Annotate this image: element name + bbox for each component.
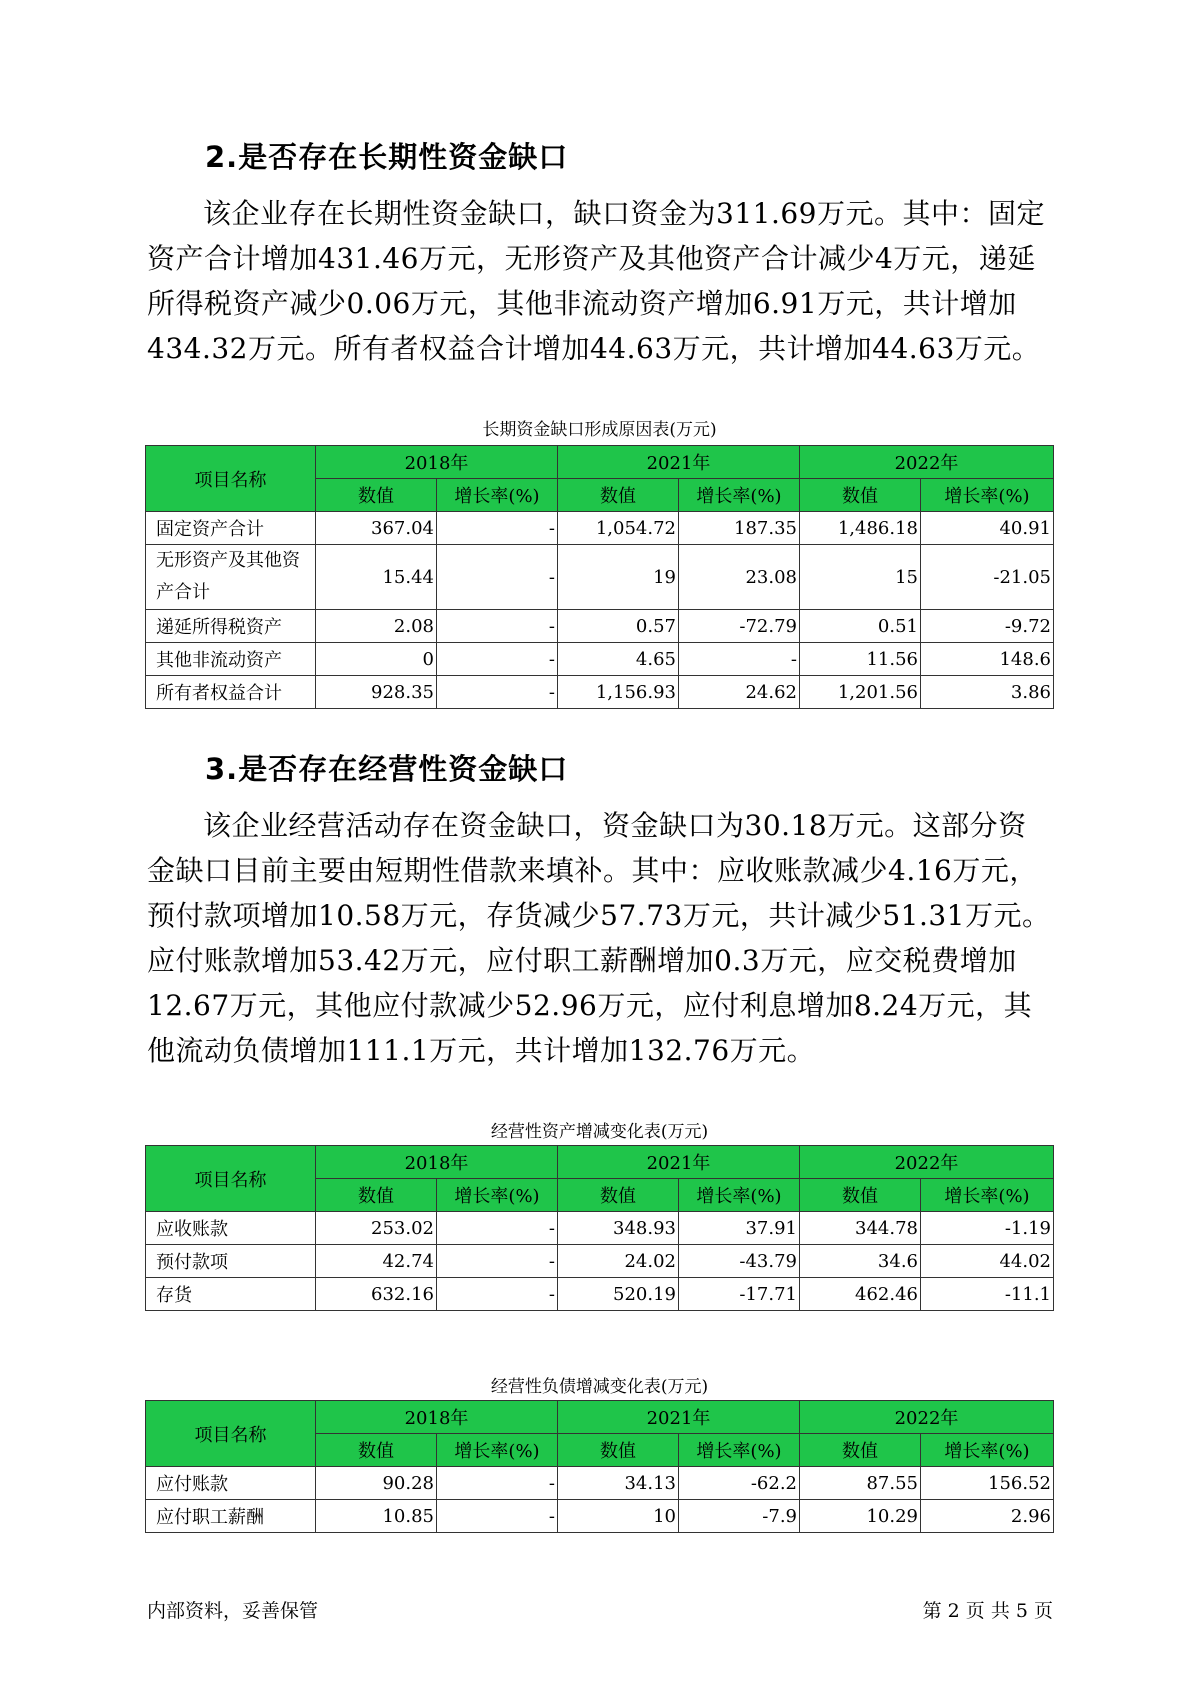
cell-value: 367.04 <box>316 512 437 545</box>
column-header-year: 2021年 <box>558 446 800 479</box>
column-header-year: 2022年 <box>800 446 1054 479</box>
section-3-heading: 3.是否存在经营性资金缺口 <box>205 752 569 786</box>
column-header-year: 2022年 <box>800 1401 1054 1434</box>
column-header-growth-rate: 增长率(%) <box>921 479 1054 512</box>
cell-value: 632.16 <box>316 1278 437 1311</box>
column-header-growth-rate: 增长率(%) <box>679 1179 800 1212</box>
section-2-heading: 2.是否存在长期性资金缺口 <box>205 140 569 174</box>
cell-growth-rate: 3.86 <box>921 676 1054 709</box>
cell-growth-rate: - <box>437 1212 558 1245</box>
cell-growth-rate: -21.05 <box>921 545 1054 610</box>
row-label: 其他非流动资产 <box>146 643 316 676</box>
column-header-value: 数值 <box>316 1434 437 1467</box>
row-label: 应付账款 <box>146 1467 316 1500</box>
cell-growth-rate: -17.71 <box>679 1278 800 1311</box>
cell-value: 11.56 <box>800 643 921 676</box>
row-label: 固定资产合计 <box>146 512 316 545</box>
cell-growth-rate: 187.35 <box>679 512 800 545</box>
column-header-item-name: 项目名称 <box>146 1146 316 1212</box>
column-header-growth-rate: 增长率(%) <box>437 1434 558 1467</box>
row-label: 无形资产及其他资产合计 <box>146 545 316 610</box>
cell-value: 0.51 <box>800 610 921 643</box>
row-label: 预付款项 <box>146 1245 316 1278</box>
cell-growth-rate: -7.9 <box>679 1500 800 1533</box>
cell-value: 19 <box>558 545 679 610</box>
column-header-year: 2018年 <box>316 1146 558 1179</box>
cell-value: 87.55 <box>800 1467 921 1500</box>
cell-growth-rate: - <box>679 643 800 676</box>
table-1-caption: 长期资金缺口形成原因表(万元) <box>482 420 717 440</box>
cell-growth-rate: 148.6 <box>921 643 1054 676</box>
cell-value: 4.65 <box>558 643 679 676</box>
cell-growth-rate: 156.52 <box>921 1467 1054 1500</box>
cell-value: 10.29 <box>800 1500 921 1533</box>
column-header-year: 2021年 <box>558 1146 800 1179</box>
column-header-growth-rate: 增长率(%) <box>679 1434 800 1467</box>
column-header-value: 数值 <box>800 479 921 512</box>
cell-value: 42.74 <box>316 1245 437 1278</box>
cell-value: 10.85 <box>316 1500 437 1533</box>
table-row <box>146 676 1054 709</box>
cell-value: 24.02 <box>558 1245 679 1278</box>
column-header-item-name: 项目名称 <box>146 1401 316 1467</box>
cell-growth-rate: -11.1 <box>921 1278 1054 1311</box>
cell-value: 0 <box>316 643 437 676</box>
column-header-year: 2018年 <box>316 1401 558 1434</box>
cell-value: 0.57 <box>558 610 679 643</box>
section-3-paragraph: 该企业经营活动存在资金缺口，资金缺口为30.18万元。这部分资金缺口目前主要由短期性借款来填补。其中：应收账款减少4.16万元，预付款项增加10.58万元，存货减少57.73万元，共计减少51.31万元。应付账款增加53.42万元，应付职工薪酬增加0.3万元，应交税费增加12.67万元，其他应付款减少52.96万元，应付利息增加8.24万元，其他流动负债增加111.1万元，共计增加132.76万元。 <box>147 809 1051 1067</box>
cell-value: 1,486.18 <box>800 512 921 545</box>
cell-value: 34.13 <box>558 1467 679 1500</box>
column-header-value: 数值 <box>558 1434 679 1467</box>
table-row <box>146 1467 1054 1500</box>
cell-value: 2.08 <box>316 610 437 643</box>
table-row <box>146 1245 1054 1278</box>
row-label: 存货 <box>146 1278 316 1311</box>
cell-growth-rate: 2.96 <box>921 1500 1054 1533</box>
cell-value: 90.28 <box>316 1467 437 1500</box>
section-2-paragraph: 该企业存在长期性资金缺口，缺口资金为311.69万元。其中：固定资产合计增加431.46万元，无形资产及其他资产合计减少4万元，递延所得税资产减少0.06万元，其他非流动资产增加6.91万元，共计增加434.32万元。所有者权益合计增加44.63万元，共计增加44.63万元。 <box>147 197 1045 365</box>
table-row <box>146 1278 1054 1311</box>
column-header-value: 数值 <box>800 1179 921 1212</box>
column-header-value: 数值 <box>558 1179 679 1212</box>
cell-value: 1,201.56 <box>800 676 921 709</box>
cell-growth-rate: -62.2 <box>679 1467 800 1500</box>
cell-value: 15.44 <box>316 545 437 610</box>
footer-page-number: 第 2 页 共 5 页 <box>922 1600 1053 1622</box>
cell-growth-rate: 40.91 <box>921 512 1054 545</box>
cell-value: 253.02 <box>316 1212 437 1245</box>
column-header-growth-rate: 增长率(%) <box>437 1179 558 1212</box>
header-row-years <box>146 1401 1054 1434</box>
cell-growth-rate: - <box>437 676 558 709</box>
cell-value: 462.46 <box>800 1278 921 1311</box>
footer-confidential: 内部资料，妥善保管 <box>147 1600 319 1622</box>
table-row <box>146 643 1054 676</box>
long-term-gap-table <box>145 445 1054 709</box>
cell-growth-rate: 24.62 <box>679 676 800 709</box>
cell-growth-rate: - <box>437 1278 558 1311</box>
cell-value: 928.35 <box>316 676 437 709</box>
table-3-caption: 经营性负债增减变化表(万元) <box>490 1377 709 1397</box>
cell-growth-rate: - <box>437 1245 558 1278</box>
column-header-year: 2022年 <box>800 1146 1054 1179</box>
column-header-value: 数值 <box>316 479 437 512</box>
column-header-growth-rate: 增长率(%) <box>921 1179 1054 1212</box>
table-row <box>146 1500 1054 1533</box>
column-header-value: 数值 <box>316 1179 437 1212</box>
column-header-year: 2018年 <box>316 446 558 479</box>
column-header-growth-rate: 增长率(%) <box>679 479 800 512</box>
cell-growth-rate: - <box>437 1467 558 1500</box>
column-header-value: 数值 <box>558 479 679 512</box>
operating-assets-table <box>145 1145 1054 1311</box>
table-2-caption: 经营性资产增减变化表(万元) <box>490 1122 709 1142</box>
column-header-year: 2021年 <box>558 1401 800 1434</box>
cell-growth-rate: -72.79 <box>679 610 800 643</box>
cell-growth-rate: - <box>437 512 558 545</box>
cell-value: 344.78 <box>800 1212 921 1245</box>
table-row <box>146 1212 1054 1245</box>
row-label: 所有者权益合计 <box>146 676 316 709</box>
cell-value: 10 <box>558 1500 679 1533</box>
cell-growth-rate: 23.08 <box>679 545 800 610</box>
cell-value: 520.19 <box>558 1278 679 1311</box>
cell-growth-rate: - <box>437 545 558 610</box>
column-header-growth-rate: 增长率(%) <box>921 1434 1054 1467</box>
table-row <box>146 545 1054 610</box>
cell-value: 34.6 <box>800 1245 921 1278</box>
table-row <box>146 610 1054 643</box>
cell-growth-rate: -1.19 <box>921 1212 1054 1245</box>
row-label: 递延所得税资产 <box>146 610 316 643</box>
cell-growth-rate: - <box>437 643 558 676</box>
cell-value: 15 <box>800 545 921 610</box>
cell-value: 1,054.72 <box>558 512 679 545</box>
cell-value: 1,156.93 <box>558 676 679 709</box>
cell-growth-rate: 37.91 <box>679 1212 800 1245</box>
column-header-growth-rate: 增长率(%) <box>437 479 558 512</box>
header-row-years <box>146 446 1054 479</box>
operating-liabilities-table <box>145 1400 1054 1533</box>
column-header-item-name: 项目名称 <box>146 446 316 512</box>
row-label: 应付职工薪酬 <box>146 1500 316 1533</box>
cell-growth-rate: 44.02 <box>921 1245 1054 1278</box>
cell-growth-rate: -9.72 <box>921 610 1054 643</box>
cell-growth-rate: - <box>437 610 558 643</box>
table-row <box>146 512 1054 545</box>
cell-value: 348.93 <box>558 1212 679 1245</box>
row-label: 应收账款 <box>146 1212 316 1245</box>
header-row-years <box>146 1146 1054 1179</box>
cell-growth-rate: - <box>437 1500 558 1533</box>
cell-growth-rate: -43.79 <box>679 1245 800 1278</box>
column-header-value: 数值 <box>800 1434 921 1467</box>
